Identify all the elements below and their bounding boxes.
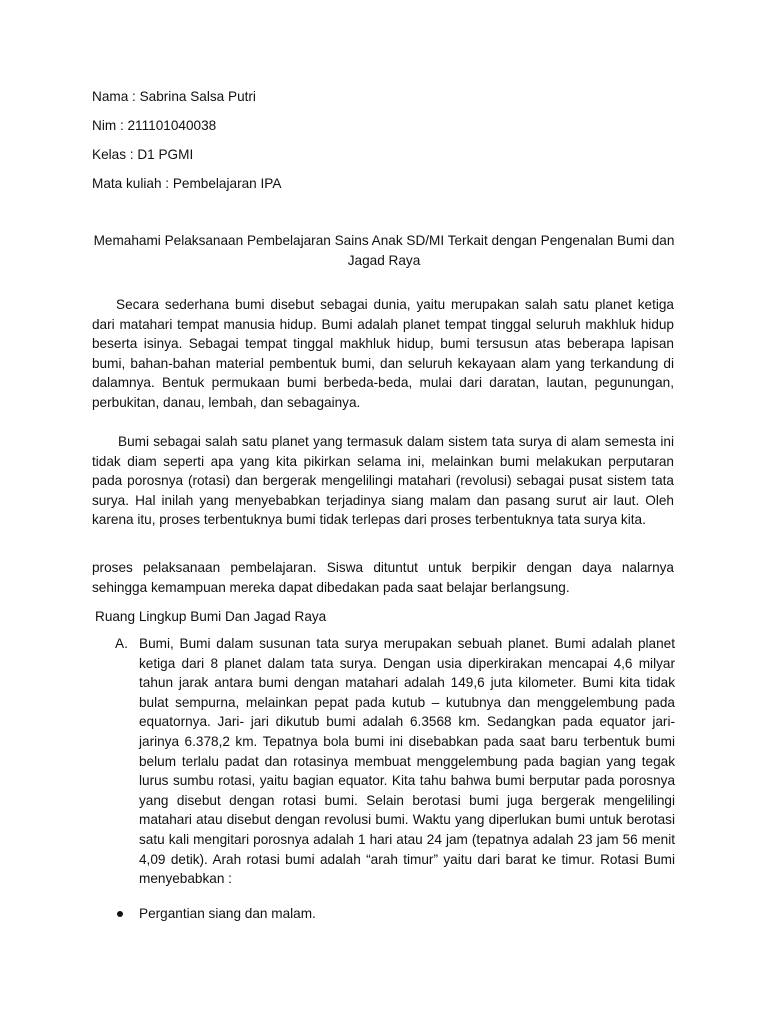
paragraph-intro: Secara sederhana bumi disebut sebagai dunia, yaitu merupakan salah satu planet ketiga dari matahari tempat manusia hidup. Bumi adalah planet tempat tinggal seluruh makhluk hidup beserta isinya. Sebagai tempat tinggal makhluk hidup, bumi tersusun atas beberapa lapisan bumi, bahan-bahan material pembentuk bumi, dan seluruh kekayaan alam yang terkandung di dalamnya. Bentuk permukaan bumi berbeda-beda, mulai dari daratan, lautan, pegunungan, perbukitan, danau, lembah, dan sebagainya. — [92, 297, 674, 410]
bullet-item — [115, 904, 316, 924]
paragraph-learning: proses pelaksanaan pembelajaran. Siswa dituntut untuk berpikir dengan daya nalarnya sehingga kemampuan mereka dapat dibedakan pada saat belajar berlangsung. — [92, 560, 674, 595]
section-heading: Ruang Lingkup Bumi Dan Jagad Raya — [95, 609, 327, 624]
list-item-text: Bumi, Bumi dalam susunan tata surya merupakan sebuah planet. Bumi adalah planet ketiga dari 8 planet dalam tata surya. Dengan usia diperkirakan mencapai 4,6 milyar tahun jarak antara bumi dengan matahari adalah 149,6 juta kilometer. Bumi kita tidak bulat sempurna, melainkan pepat pada kutub – kutubnya dan menggelembung pada equatornya. Jari- jari dikutub bumi adalah 6.3568 km. Sedangkan pada equator jari- jarinya 6.378,2 km. Tepatnya bola bumi ini disebabkan pada saat baru terbentuk bumi belum terlalu padat dan rotasinya membuat menggelembung pada bagian yang tegak lurus sumbu rotasi, yaitu bagian equator. Kita tahu bahwa bumi berputar pada porosnya yang disebut dengan rotasi bumi. Selain berotasi bumi juga bergerak mengelilingi matahari atau disebut dengan revolusi bumi. Waktu yang diperlukan bumi untuk berotasi satu kali mengitari porosnya adalah 1 hari atau 24 jam (tepatnya adalah 23 jam 56 menit 4,09 detik). Arah rotasi bumi adalah “arah timur” yaitu dari barat ke timur. Rotasi Bumi menyebabkan : — [139, 636, 675, 887]
student-name: Nama : Sabrina Salsa Putri — [92, 89, 256, 104]
student-class: Kelas : D1 PGMI — [92, 147, 194, 162]
document-title: Memahami Pelaksanaan Pembelajaran Sains Anak SD/MI Terkait dengan Pengenalan Bumi dan Jagad Raya — [93, 233, 675, 268]
course-name: Mata kuliah : Pembelajaran IPA — [92, 176, 282, 191]
student-nim: Nim : 211101040038 — [92, 118, 217, 133]
bullet-text: Pergantian siang dan malam. — [139, 906, 316, 921]
paragraph-rotation: Bumi sebagai salah satu planet yang termasuk dalam sistem tata surya di alam semesta ini tidak diam seperti apa yang kita pikirkan selama ini, melainkan bumi melakukan perputaran pada porosnya (rotasi) dan bergerak mengelilingi matahari (revolusi) sebagai pusat sistem tata surya. Hal inilah yang menyebabkan terjadinya siang malam dan pasang surut air laut. Oleh karena itu, proses terbentuknya bumi tidak terlepas dari proses terbentuknya tata surya kita. — [92, 434, 674, 528]
list-marker: A. — [115, 636, 128, 651]
bullet-icon — [117, 911, 123, 917]
list-item-a — [115, 634, 675, 889]
